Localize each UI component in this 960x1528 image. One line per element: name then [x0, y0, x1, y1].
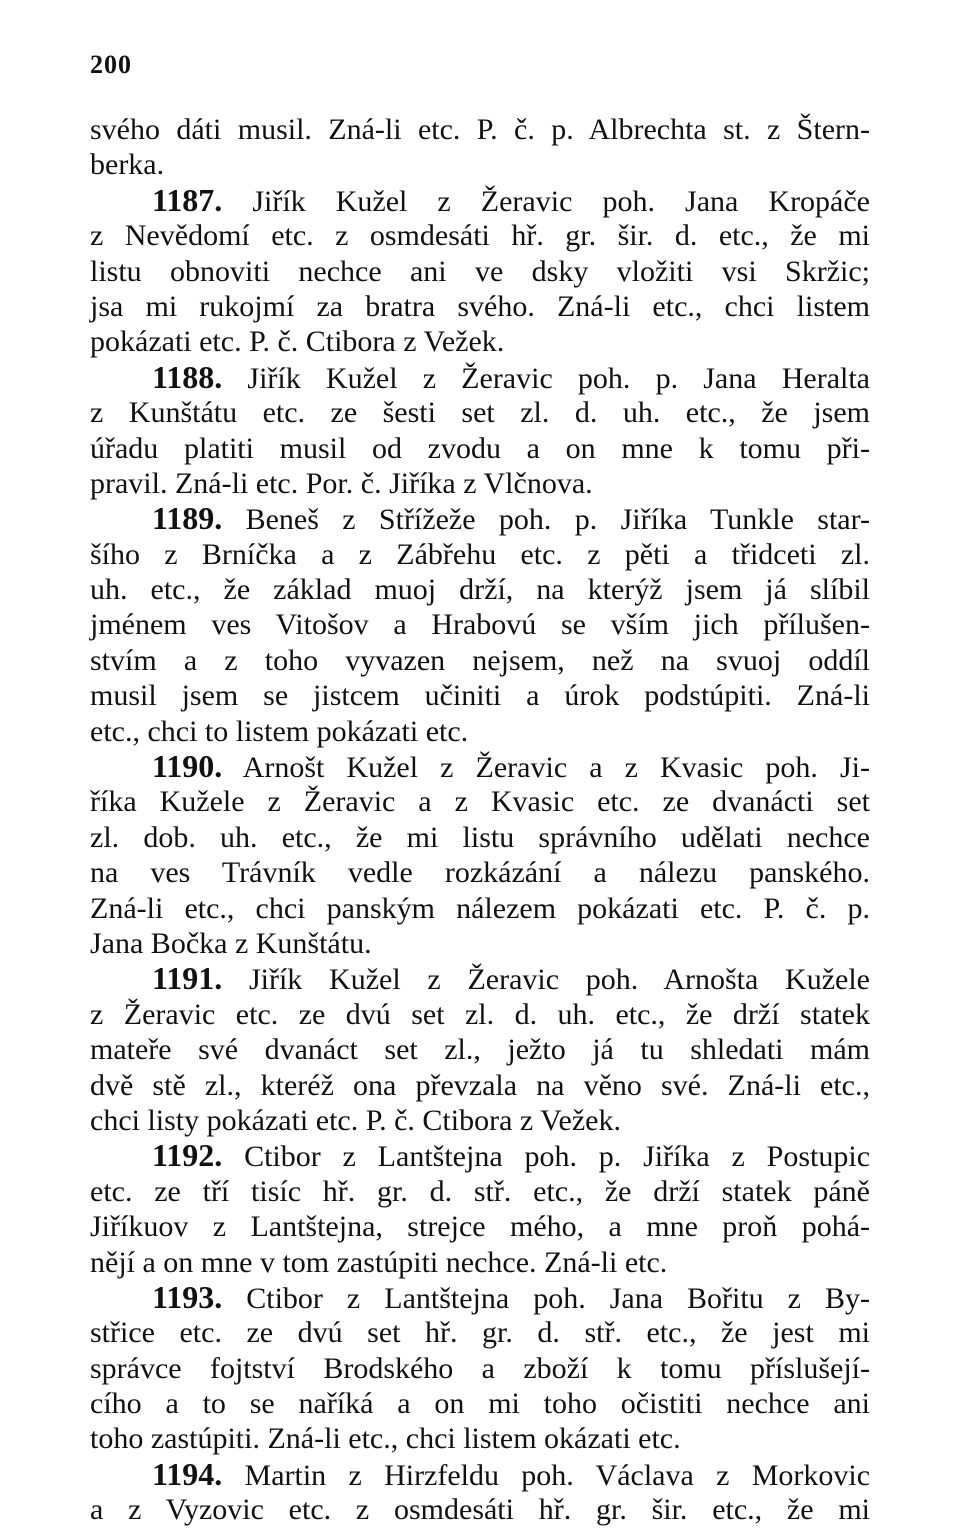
entry-first-line	[90, 501, 870, 536]
line-text: svého dáti musil. Zná-li etc. P. č. p. Albrechta st. z Štern-	[90, 113, 870, 146]
text-line	[90, 1351, 870, 1386]
text-line	[90, 537, 870, 572]
text-line	[90, 891, 870, 926]
line-text: jsa mi rukojmí za bratra svého. Zná-li etc., chci listem	[90, 289, 870, 323]
text-line	[90, 784, 870, 819]
line-text: pokázati etc. P. č. Ctibora z Vežek.	[90, 325, 505, 359]
text-line	[90, 643, 870, 678]
line-text: etc. ze tří tisíc hř. gr. d. stř. etc., že drží statek páně	[90, 1174, 870, 1208]
text-line	[90, 1245, 870, 1280]
line-text: Martin z Hirzfeldu poh. Václava z Morkovic	[244, 1458, 871, 1492]
text-line	[90, 466, 870, 501]
entry-first-line	[90, 1457, 870, 1492]
entry-first-line	[90, 1138, 870, 1173]
body-text	[90, 112, 870, 1528]
text-line	[90, 431, 870, 466]
entry-first-line	[90, 360, 870, 395]
entry-number: 1190.	[152, 748, 223, 785]
text-line	[90, 1174, 870, 1209]
line-text: cího a to se naříká a on mi toho očistiti nechce ani	[90, 1387, 870, 1421]
line-text: Jana Bočka z Kunštátu.	[90, 926, 372, 960]
text-line	[90, 855, 870, 890]
text-line	[90, 1421, 870, 1456]
line-text: etc., chci to listem pokázati etc.	[90, 714, 469, 748]
text-line	[90, 324, 870, 359]
text-line	[90, 997, 870, 1032]
text-line	[90, 1209, 870, 1244]
text-line	[90, 714, 870, 749]
line-text: na ves Trávník vedle rozkázání a nálezu panského.	[90, 856, 870, 890]
text-line	[90, 112, 870, 147]
entry-number: 1189.	[152, 500, 223, 537]
line-text: Jiřík Kužel z Žeravic poh. p. Jana Heralta	[247, 361, 870, 395]
text-line	[90, 1386, 870, 1421]
text-line	[90, 1068, 870, 1103]
entry-first-line	[90, 1280, 870, 1315]
line-text: a z Vyzovic etc. z osmdesáti hř. gr. šir. etc., že mi	[90, 1493, 870, 1527]
line-text: z Žeravic etc. ze dvú set zl. d. uh. etc., že drží statek	[90, 997, 870, 1031]
line-text: zl. dob. uh. etc., že mi listu správního udělati nechce	[90, 820, 870, 854]
line-text: berka.	[90, 148, 165, 182]
text-line	[90, 1492, 870, 1527]
line-text: z Kunštátu etc. ze šesti set zl. d. uh. etc., že jsem	[90, 396, 870, 430]
text-line	[90, 1103, 870, 1138]
entry-first-line	[90, 961, 870, 996]
text-line	[90, 1032, 870, 1067]
text-line	[90, 607, 870, 642]
line-text: Beneš z Střížeže poh. p. Jiříka Tunkle star-	[245, 503, 870, 537]
text-line	[90, 218, 870, 253]
line-text: z Nevědomí etc. z osmdesáti hř. gr. šir. d. etc., že mi	[90, 219, 870, 253]
line-text: správce fojtství Brodského a zboží k tomu příslušejí-	[90, 1351, 870, 1385]
page-number: 200	[90, 50, 132, 79]
line-text: uh. etc., že základ muoj drží, na kterýž jsem já slíbil	[90, 573, 870, 607]
line-text: stvím a z toho vyvazen nejsem, než na svuoj oddíl	[90, 643, 870, 677]
line-text: jménem ves Vitošov a Hrabovú se vším jich přílušen-	[90, 608, 870, 642]
text-line	[90, 820, 870, 855]
line-text: úřadu platiti musil od zvodu a on mne k tomu při-	[90, 431, 870, 465]
line-text: chci listy pokázati etc. P. č. Ctibora z Vežek.	[90, 1103, 621, 1137]
entry-first-line	[90, 183, 870, 218]
text-line	[90, 147, 870, 182]
entry-number: 1188.	[152, 358, 223, 395]
text-line	[90, 572, 870, 607]
entry-number: 1187.	[152, 181, 223, 218]
entry-first-line	[90, 749, 870, 784]
text-line	[90, 395, 870, 430]
text-line	[90, 926, 870, 961]
text-line	[90, 1315, 870, 1350]
line-text: Zná-li etc., chci panským nálezem pokázati etc. P. č. p.	[90, 891, 870, 925]
line-text: Jiřík Kužel z Žeravic poh. Arnošta Kužele	[248, 963, 870, 997]
line-text: musil jsem se jistcem učiniti a úrok podstúpiti. Zná-li	[90, 679, 870, 713]
line-text: pravil. Zná-li etc. Por. č. Jiříka z Vlčnova.	[90, 466, 593, 500]
line-text: Ctibor z Lantštejna poh. Jana Bořitu z By-	[246, 1281, 871, 1315]
text-line	[90, 254, 870, 289]
line-text: Arnošt Kužel z Žeravic a z Kvasic poh. Ji-	[242, 751, 870, 785]
line-text: nějí a on mne v tom zastúpiti nechce. Zná-li etc.	[90, 1245, 668, 1279]
line-text: Ctibor z Lantštejna poh. p. Jiříka z Postupic	[244, 1140, 871, 1174]
entry-number: 1192.	[152, 1137, 223, 1174]
text-line	[90, 289, 870, 324]
entry-number: 1194.	[152, 1455, 223, 1492]
line-text: říka Kužele z Žeravic a z Kvasic etc. ze dvanácti set	[90, 785, 870, 819]
line-text: šího z Brníčka a z Zábřehu etc. z pěti a třidceti zl.	[90, 537, 870, 571]
line-text: toho zastúpiti. Zná-li etc., chci listem okázati etc.	[90, 1422, 681, 1456]
entry-number: 1191.	[152, 960, 223, 997]
line-text: mateře své dvanáct set zl., ježto já tu shledati mám	[90, 1033, 870, 1067]
entry-number: 1193.	[152, 1278, 223, 1315]
line-text: střice etc. ze dvú set hř. gr. d. stř. etc., že jest mi	[90, 1316, 870, 1350]
line-text: Jiřík Kužel z Žeravic poh. Jana Kropáče	[252, 184, 870, 218]
line-text: dvě stě zl., kteréž ona převzala na věno své. Zná-li etc.,	[90, 1068, 870, 1102]
line-text: listu obnoviti nechce ani ve dsky vložiti vsi Skržic;	[90, 254, 870, 288]
text-line	[90, 678, 870, 713]
line-text: Jiříkuov z Lantštejna, strejce mého, a mne proň pohá-	[90, 1210, 870, 1244]
